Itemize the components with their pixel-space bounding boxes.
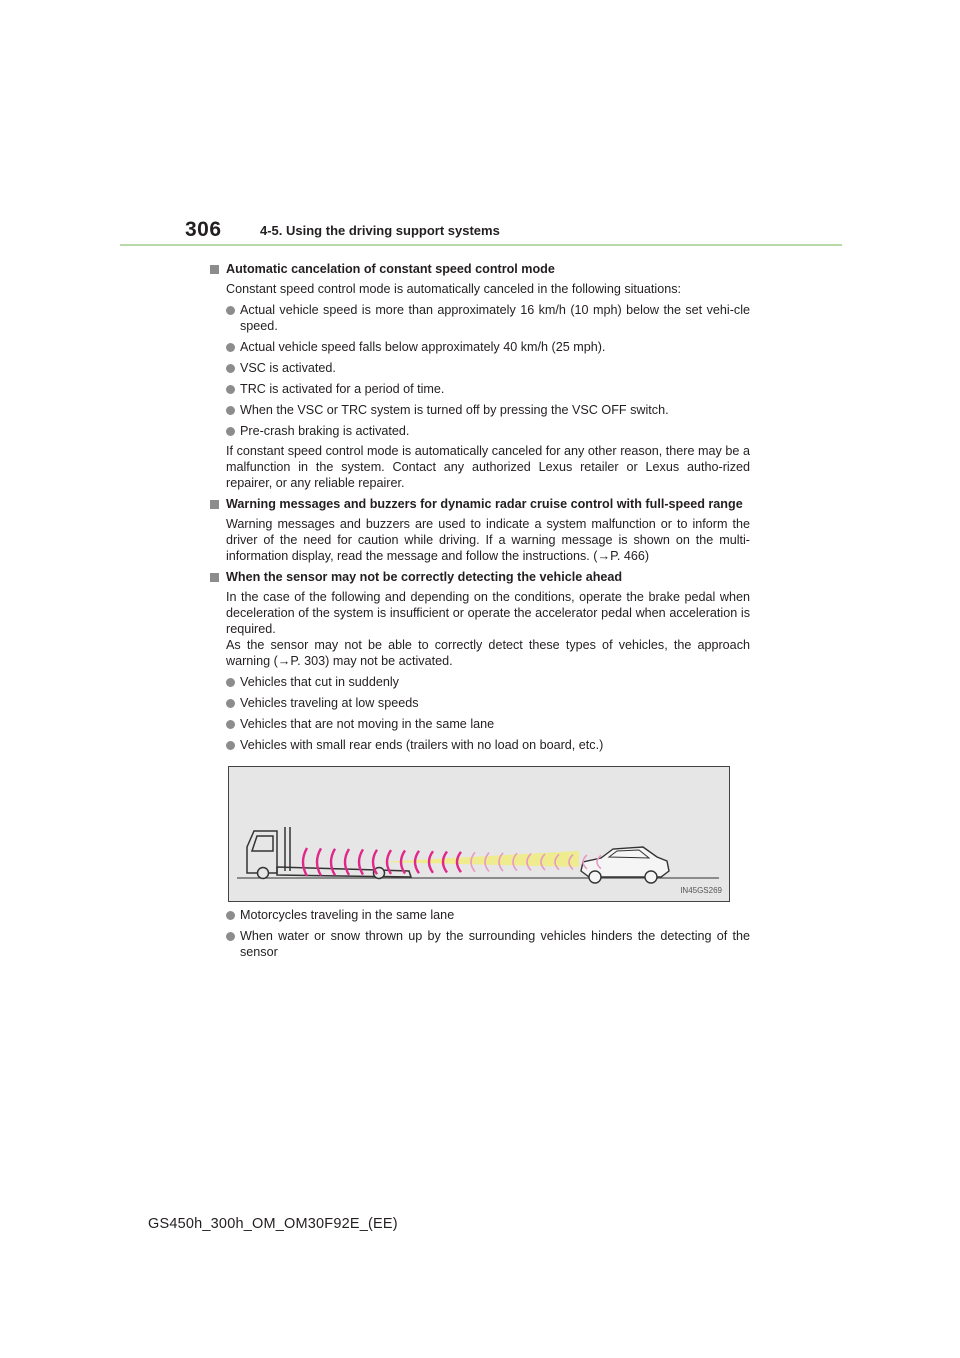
truck-icon	[247, 827, 411, 879]
radar-waves-icon	[303, 848, 601, 876]
list-item: Vehicles with small rear ends (trailers with no load on board, etc.)	[210, 737, 750, 753]
list-item: When the VSC or TRC system is turned off by pressing the VSC OFF switch.	[210, 402, 750, 418]
radar-illustration-icon	[229, 767, 729, 901]
circle-bullet-icon	[226, 911, 235, 920]
page-header	[120, 218, 842, 246]
list-item: VSC is activated.	[210, 360, 750, 376]
radar-arc	[359, 849, 363, 874]
page-content	[210, 256, 750, 960]
circle-bullet-icon	[226, 678, 235, 687]
radar-arc	[331, 849, 335, 876]
page-number: 306	[185, 218, 222, 241]
list-item: Actual vehicle speed is more than approximately 16 km/h (10 mph) below the set vehi-cle speed.	[210, 302, 750, 334]
circle-bullet-icon	[226, 385, 235, 394]
section-heading: Automatic cancelation of constant speed control mode	[210, 261, 750, 277]
radar-arc	[317, 848, 321, 875]
radar-arc	[345, 849, 349, 875]
paragraph: Constant speed control mode is automatically canceled in the following situations:	[226, 282, 682, 296]
circle-bullet-icon	[226, 306, 235, 315]
circle-bullet-icon	[226, 699, 235, 708]
paragraph: Warning messages and buzzers are used to indicate a system malfunction or to inform the driver of the need for caution while driving. If a warning message is shown on the multi-information display, read the message and follow the instructions. (→P. 466)	[226, 517, 750, 563]
radar-arc	[303, 848, 307, 876]
section-heading: Warning messages and buzzers for dynamic radar cruise control with full-speed range	[210, 496, 750, 512]
circle-bullet-icon	[226, 406, 235, 415]
circle-bullet-icon	[226, 932, 235, 941]
list-item: TRC is activated for a period of time.	[210, 381, 750, 397]
circle-bullet-icon	[226, 364, 235, 373]
paragraph: If constant speed control mode is automatically canceled for any other reason, there may be a malfunction in the system. Contact any authorized Lexus retailer or Lexus autho-rized repairer, or any reliable repairer.	[226, 444, 750, 490]
document-code: GS450h_300h_OM_OM30F92E_(EE)	[148, 1216, 398, 1232]
list-item: Actual vehicle speed falls below approximately 40 km/h (25 mph).	[210, 339, 750, 355]
square-bullet-icon	[210, 573, 219, 582]
header-divider	[120, 244, 842, 246]
circle-bullet-icon	[226, 427, 235, 436]
circle-bullet-icon	[226, 343, 235, 352]
list-item: Pre-crash braking is activated.	[210, 423, 750, 439]
square-bullet-icon	[210, 265, 219, 274]
illustration-radar-detection	[228, 766, 730, 902]
list-item: Vehicles that are not moving in the same lane	[210, 716, 750, 732]
circle-bullet-icon	[226, 720, 235, 729]
list-item: Motorcycles traveling in the same lane	[210, 907, 750, 923]
list-item: When water or snow thrown up by the surrounding vehicles hinders the detecting of the sensor	[210, 928, 750, 960]
radar-beam	[379, 851, 579, 867]
paragraph: In the case of the following and depending on the conditions, operate the brake pedal when deceleration of the system is insufficient or operate the accelerator pedal when acceleration is required. As the sensor may not be able to correctly detect these types of vehicles, the approach warning (→P. 303) may not be activated.	[226, 590, 750, 668]
section-heading: When the sensor may not be correctly detecting the vehicle ahead	[210, 569, 750, 585]
list-item: Vehicles that cut in suddenly	[210, 674, 750, 690]
circle-bullet-icon	[226, 741, 235, 750]
list-item: Vehicles traveling at low speeds	[210, 695, 750, 711]
square-bullet-icon	[210, 500, 219, 509]
figure-label: IN45GS269	[680, 886, 722, 895]
section-title: 4-5. Using the driving support systems	[260, 223, 500, 238]
